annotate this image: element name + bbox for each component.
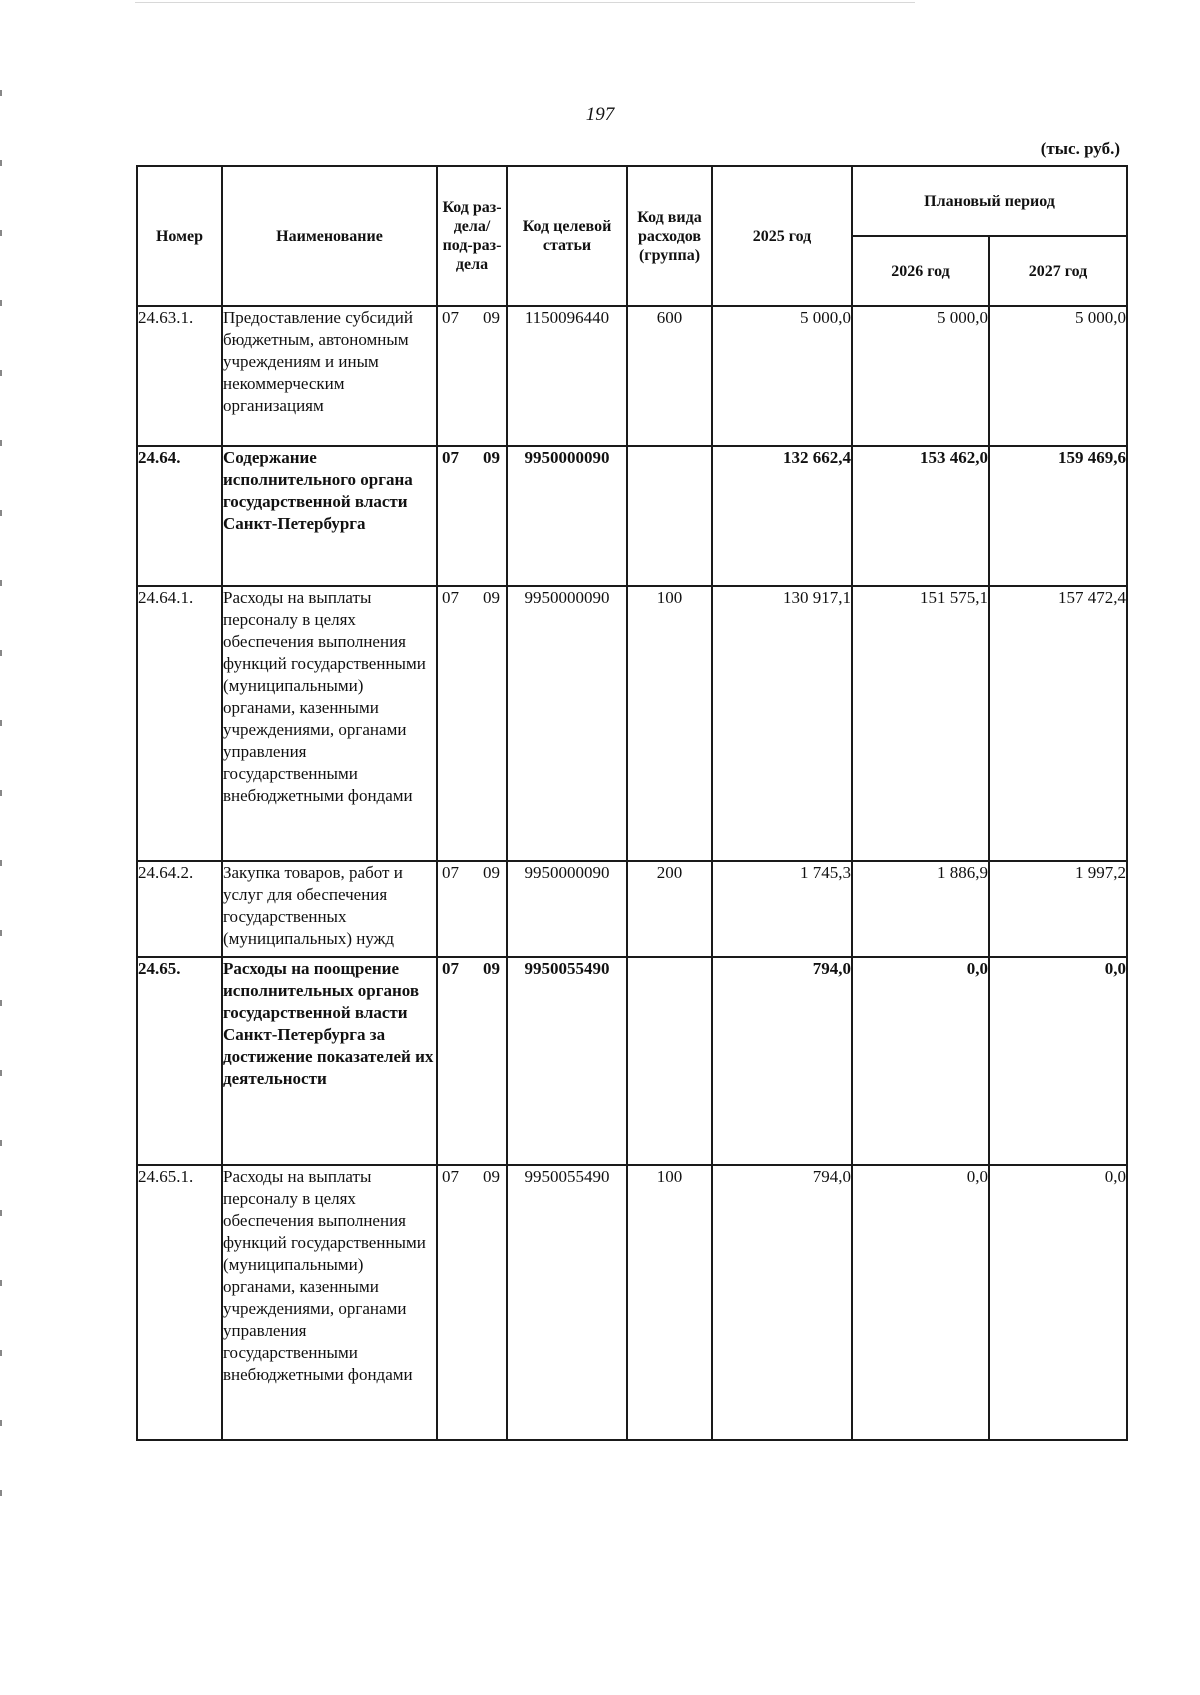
units-label: (тыс. руб.) — [1040, 139, 1120, 158]
row-target-code: 9950055490 — [507, 1165, 627, 1440]
row-name: Расходы на выплаты персоналу в целях обеспечения выполнения функций государственными (муниципальными) органами, казенными учреждениями, органами управления государственными внебюджетными фондами — [222, 586, 437, 861]
row-amount-2027: 1 997,2 — [989, 861, 1127, 957]
table-row — [137, 1165, 1127, 1440]
row-name: Расходы на выплаты персоналу в целях обеспечения выполнения функций государственными (муниципальными) органами, казенными учреждениями, органами управления государственными внебюджетными фондами — [222, 1165, 437, 1440]
row-section-code — [437, 586, 507, 861]
row-number: 24.64.2. — [137, 861, 222, 957]
row-number: 24.65.1. — [137, 1165, 222, 1440]
header-target-code: Код целевой статьи — [507, 166, 627, 306]
row-amount-2027: 157 472,4 — [989, 586, 1127, 861]
row-amount-2025: 5 000,0 — [712, 306, 852, 446]
row-amount-2026: 0,0 — [852, 957, 989, 1165]
row-section-code — [437, 957, 507, 1165]
row-target-code: 9950000090 — [507, 861, 627, 957]
row-amount-2025: 1 745,3 — [712, 861, 852, 957]
row-amount-2026: 153 462,0 — [852, 446, 989, 586]
row-expense-type: 200 — [627, 861, 712, 957]
row-name: Закупка товаров, работ и услуг для обеспечения государственных (муниципальных) нужд — [222, 861, 437, 957]
header-number: Номер — [137, 166, 222, 306]
row-amount-2026: 151 575,1 — [852, 586, 989, 861]
row-subsection: 09 — [483, 863, 500, 882]
row-amount-2027: 159 469,6 — [989, 446, 1127, 586]
table-row — [137, 586, 1127, 861]
row-section: 07 — [442, 959, 459, 978]
row-name: Предоставление субсидий бюджетным, автономным учреждениям и иным некоммерческим организациям — [222, 306, 437, 446]
row-target-code: 9950000090 — [507, 586, 627, 861]
budget-table — [136, 165, 1128, 1441]
row-section: 07 — [442, 863, 459, 882]
header-year-2027: 2027 год — [989, 236, 1127, 306]
row-section: 07 — [442, 1167, 459, 1186]
row-expense-type — [627, 446, 712, 586]
header-year-2026: 2026 год — [852, 236, 989, 306]
row-number: 24.63.1. — [137, 306, 222, 446]
row-section: 07 — [442, 588, 459, 607]
header-planned-period: Плановый период — [852, 166, 1127, 236]
row-amount-2026: 0,0 — [852, 1165, 989, 1440]
header-expense-type-code: Код вида расходов (группа) — [627, 166, 712, 306]
table-row — [137, 446, 1127, 586]
header-name: Наименование — [222, 166, 437, 306]
row-amount-2027: 0,0 — [989, 957, 1127, 1165]
row-amount-2025: 794,0 — [712, 1165, 852, 1440]
row-number: 24.64. — [137, 446, 222, 586]
row-amount-2025: 132 662,4 — [712, 446, 852, 586]
row-section: 07 — [442, 308, 459, 327]
row-subsection: 09 — [483, 588, 500, 607]
row-expense-type — [627, 957, 712, 1165]
row-number: 24.65. — [137, 957, 222, 1165]
row-subsection: 09 — [483, 1167, 500, 1186]
row-amount-2026: 5 000,0 — [852, 306, 989, 446]
table-row — [137, 306, 1127, 446]
row-amount-2025: 794,0 — [712, 957, 852, 1165]
row-expense-type: 100 — [627, 1165, 712, 1440]
row-amount-2027: 0,0 — [989, 1165, 1127, 1440]
row-section-code — [437, 861, 507, 957]
row-subsection: 09 — [483, 959, 500, 978]
header-year-2025: 2025 год — [712, 166, 852, 306]
row-section: 07 — [442, 448, 459, 467]
row-amount-2025: 130 917,1 — [712, 586, 852, 861]
row-subsection: 09 — [483, 448, 500, 467]
row-target-code: 9950000090 — [507, 446, 627, 586]
table-row — [137, 861, 1127, 957]
page-number: 197 — [585, 104, 615, 125]
row-section-code — [437, 446, 507, 586]
row-expense-type: 600 — [627, 306, 712, 446]
row-amount-2027: 5 000,0 — [989, 306, 1127, 446]
row-section-code — [437, 1165, 507, 1440]
row-target-code: 9950055490 — [507, 957, 627, 1165]
row-section-code — [437, 306, 507, 446]
row-subsection: 09 — [483, 308, 500, 327]
row-number: 24.64.1. — [137, 586, 222, 861]
table-row — [137, 957, 1127, 1165]
scan-binding-marks — [0, 90, 2, 1530]
row-expense-type: 100 — [627, 586, 712, 861]
row-name: Содержание исполнительного органа государственной власти Санкт-Петербурга — [222, 446, 437, 586]
row-target-code: 1150096440 — [507, 306, 627, 446]
header-section-code: Код раз-дела/ под-раз-дела — [437, 166, 507, 306]
row-name: Расходы на поощрение исполнительных органов государственной власти Санкт-Петербурга за достижение показателей их деятельности — [222, 957, 437, 1165]
scan-edge-line — [135, 2, 915, 3]
row-amount-2026: 1 886,9 — [852, 861, 989, 957]
